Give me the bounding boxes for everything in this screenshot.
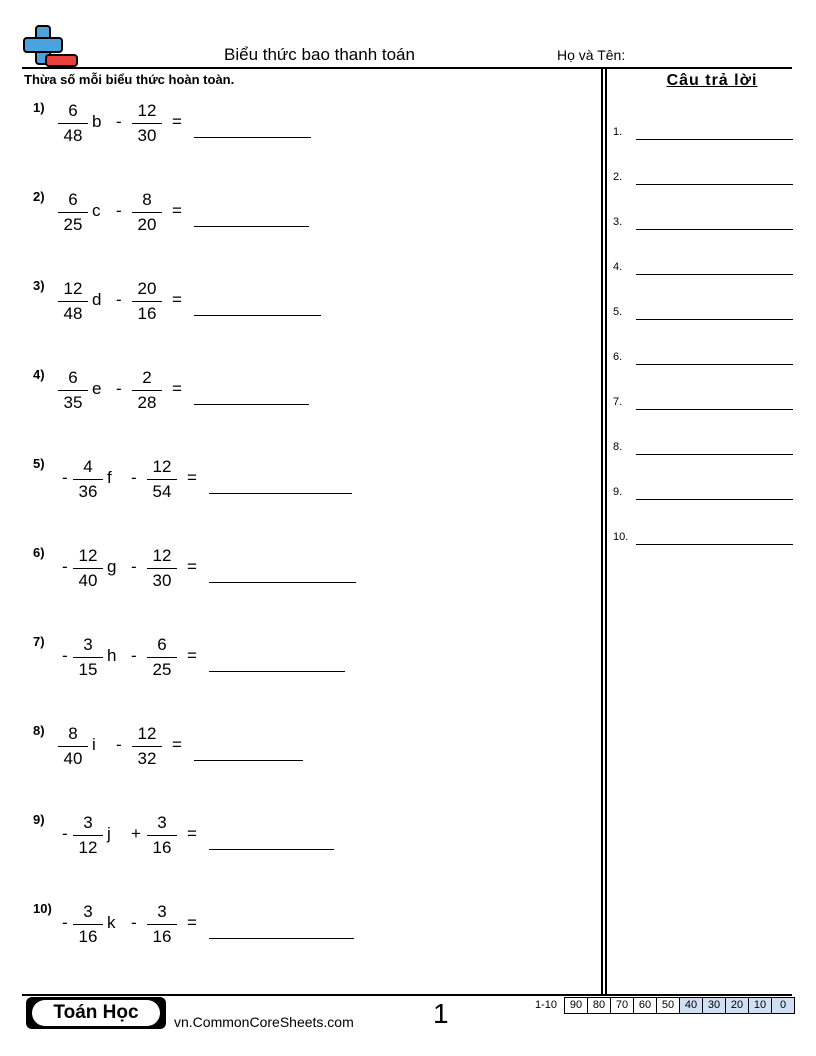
fraction (71, 634, 105, 681)
fraction-denominator: 48 (63, 304, 83, 323)
fraction (56, 723, 90, 770)
fraction-numerator: 12 (137, 724, 157, 743)
fraction-denominator: 48 (63, 126, 83, 145)
negative-sign: - (62, 557, 68, 576)
fraction-denominator: 20 (137, 215, 157, 234)
fraction-numerator: 12 (63, 279, 83, 298)
problem-item (24, 545, 584, 605)
variable: k (107, 913, 116, 932)
fraction-bar (132, 390, 162, 391)
fraction-denominator: 12 (78, 838, 98, 857)
variable: j (107, 824, 111, 843)
problem-number: 1) (33, 100, 45, 115)
answer-blank[interactable] (636, 274, 793, 275)
answer-blank[interactable] (209, 582, 356, 583)
fraction-denominator: 16 (152, 838, 172, 857)
negative-sign: - (62, 468, 68, 487)
problem-number: 10) (33, 901, 52, 916)
operator: - (116, 201, 122, 220)
problem-item (24, 189, 584, 249)
negative-sign: - (62, 913, 68, 932)
answers-title: Câu trả lời (666, 72, 758, 89)
page-number: 1 (433, 998, 449, 1029)
fraction-bar (58, 123, 88, 124)
answer-row (613, 255, 793, 275)
problem-number: 6) (33, 545, 45, 560)
answer-blank[interactable] (636, 409, 793, 410)
answer-blank[interactable] (636, 229, 793, 230)
problem-item (24, 634, 584, 694)
score-cell: 70 (610, 997, 634, 1014)
fraction-numerator: 3 (83, 813, 93, 832)
variable: h (107, 646, 117, 665)
problem-number: 9) (33, 812, 45, 827)
answer-row (613, 480, 793, 500)
negative-sign: - (62, 646, 68, 665)
fraction-denominator: 36 (78, 482, 98, 501)
answer-number: 7. (613, 396, 623, 408)
fraction-denominator: 25 (152, 660, 172, 679)
score-cell: 90 (564, 997, 588, 1014)
equals-sign: = (187, 913, 197, 932)
answer-row (613, 345, 793, 365)
problem-item (24, 901, 584, 961)
fraction-numerator: 6 (68, 101, 78, 120)
fraction (71, 456, 105, 503)
fraction-numerator: 12 (152, 457, 172, 476)
answer-blank[interactable] (209, 493, 352, 494)
answer-number: 10. (613, 531, 629, 543)
equals-sign: = (172, 112, 182, 131)
fraction-denominator: 30 (152, 571, 172, 590)
answer-number: 1. (613, 126, 623, 138)
fraction-bar (73, 657, 103, 658)
fraction (56, 100, 90, 147)
fraction-denominator: 54 (152, 482, 172, 501)
answer-blank[interactable] (194, 137, 311, 138)
variable: i (92, 735, 96, 754)
fraction (130, 723, 164, 770)
equals-sign: = (172, 201, 182, 220)
fraction (130, 278, 164, 325)
equals-sign: = (172, 290, 182, 309)
brand-badge (26, 997, 166, 1029)
answer-blank[interactable] (636, 544, 793, 545)
score-cell: 20 (725, 997, 749, 1014)
fraction-denominator: 16 (152, 927, 172, 946)
fraction-denominator: 30 (137, 126, 157, 145)
problem-item (24, 100, 584, 160)
plus-minus-logo-icon (22, 24, 80, 68)
header-rule (22, 67, 792, 69)
equals-sign: = (172, 379, 182, 398)
fraction-denominator: 32 (137, 749, 157, 768)
fraction-bar (73, 924, 103, 925)
score-cell: 30 (702, 997, 726, 1014)
fraction-numerator: 6 (68, 368, 78, 387)
answer-row (613, 165, 793, 185)
answer-number: 4. (613, 261, 623, 273)
fraction (130, 189, 164, 236)
operator: - (116, 290, 122, 309)
fraction-denominator: 25 (63, 215, 83, 234)
variable: g (107, 557, 117, 576)
instructions: Thừa số mỗi biểu thức hoàn toàn. (24, 72, 235, 87)
problem-number: 7) (33, 634, 45, 649)
problem-number: 4) (33, 367, 45, 382)
site-url: vn.CommonCoreSheets.com (174, 1014, 354, 1030)
score-cell: 60 (633, 997, 657, 1014)
fraction-numerator: 12 (78, 546, 98, 565)
variable: b (92, 112, 102, 131)
problem-number: 5) (33, 456, 45, 471)
score-cell: 40 (679, 997, 703, 1014)
answer-blank[interactable] (636, 139, 793, 140)
fraction-bar (58, 212, 88, 213)
fraction (71, 812, 105, 859)
fraction (56, 278, 90, 325)
answer-blank[interactable] (209, 849, 334, 850)
fraction-numerator: 8 (68, 724, 78, 743)
fraction (56, 367, 90, 414)
fraction-numerator: 3 (83, 635, 93, 654)
answer-blank[interactable] (194, 404, 309, 405)
answer-blank[interactable] (636, 319, 793, 320)
answer-number: 2. (613, 171, 623, 183)
answer-number: 8. (613, 441, 623, 453)
fraction-bar (147, 568, 177, 569)
equals-sign: = (187, 468, 197, 487)
brand-label: Toán Học (32, 1000, 160, 1026)
problem-item (24, 723, 584, 783)
fraction (145, 901, 179, 948)
footer-rule (22, 994, 792, 996)
answer-number: 6. (613, 351, 623, 363)
answer-row (613, 390, 793, 410)
column-divider-right (605, 68, 607, 995)
fraction-denominator: 40 (63, 749, 83, 768)
problem-number: 8) (33, 723, 45, 738)
fraction-numerator: 3 (83, 902, 93, 921)
fraction-denominator: 15 (78, 660, 98, 679)
score-cell: 80 (587, 997, 611, 1014)
score-range-label: 1-10 (535, 999, 558, 1011)
fraction (145, 545, 179, 592)
fraction-bar (132, 123, 162, 124)
fraction-numerator: 3 (157, 813, 167, 832)
fraction-bar (147, 479, 177, 480)
operator: - (131, 468, 137, 487)
operator: - (131, 646, 137, 665)
column-divider-left (601, 68, 603, 995)
answer-blank[interactable] (636, 454, 793, 455)
negative-sign: - (62, 824, 68, 843)
score-cell: 0 (771, 997, 795, 1014)
equals-sign: = (187, 824, 197, 843)
equals-sign: = (172, 735, 182, 754)
fraction (145, 456, 179, 503)
fraction (130, 367, 164, 414)
equals-sign: = (187, 557, 197, 576)
fraction-bar (58, 301, 88, 302)
worksheet-title: Biểu thức bao thanh toán (224, 45, 415, 64)
fraction-bar (73, 479, 103, 480)
name-label: Họ và Tên: (557, 47, 626, 63)
fraction-denominator: 16 (137, 304, 157, 323)
problem-number: 3) (33, 278, 45, 293)
operator: - (131, 557, 137, 576)
fraction-bar (73, 568, 103, 569)
answer-row (613, 210, 793, 230)
answer-blank[interactable] (636, 499, 793, 500)
answer-blank[interactable] (636, 184, 793, 185)
fraction-denominator: 28 (137, 393, 157, 412)
variable: c (92, 201, 101, 220)
answer-blank[interactable] (209, 938, 354, 939)
fraction (145, 634, 179, 681)
fraction-denominator: 35 (63, 393, 83, 412)
fraction (71, 545, 105, 592)
equals-sign: = (187, 646, 197, 665)
answer-number: 9. (613, 486, 623, 498)
problem-item (24, 278, 584, 338)
answer-blank[interactable] (194, 760, 303, 761)
fraction-bar (73, 835, 103, 836)
score-cell: 50 (656, 997, 680, 1014)
fraction-numerator: 4 (83, 457, 93, 476)
answer-blank[interactable] (194, 226, 309, 227)
fraction-numerator: 8 (142, 190, 152, 209)
operator: - (131, 913, 137, 932)
fraction (71, 901, 105, 948)
fraction (130, 100, 164, 147)
score-cell: 10 (748, 997, 772, 1014)
fraction-bar (147, 835, 177, 836)
answer-row (613, 435, 793, 455)
fraction-numerator: 12 (137, 101, 157, 120)
fraction (145, 812, 179, 859)
operator: - (116, 379, 122, 398)
problem-item (24, 367, 584, 427)
fraction-denominator: 40 (78, 571, 98, 590)
fraction-denominator: 16 (78, 927, 98, 946)
variable: e (92, 379, 102, 398)
answer-row (613, 120, 793, 140)
fraction-bar (147, 924, 177, 925)
operator: - (116, 735, 122, 754)
problem-item (24, 812, 584, 872)
problem-number: 2) (33, 189, 45, 204)
answer-number: 5. (613, 306, 623, 318)
answer-blank[interactable] (636, 364, 793, 365)
answer-blank[interactable] (194, 315, 321, 316)
answer-row (613, 300, 793, 320)
operator: + (131, 824, 141, 843)
variable: f (107, 468, 112, 487)
answer-blank[interactable] (209, 671, 345, 672)
fraction-bar (132, 746, 162, 747)
fraction-numerator: 3 (157, 902, 167, 921)
fraction-bar (132, 301, 162, 302)
answer-number: 3. (613, 216, 623, 228)
variable: d (92, 290, 102, 309)
fraction-bar (58, 746, 88, 747)
fraction-bar (58, 390, 88, 391)
fraction (56, 189, 90, 236)
fraction-numerator: 20 (137, 279, 157, 298)
problem-item (24, 456, 584, 516)
answer-row (613, 525, 793, 545)
fraction-numerator: 6 (68, 190, 78, 209)
fraction-numerator: 12 (152, 546, 172, 565)
fraction-numerator: 2 (142, 368, 152, 387)
fraction-bar (132, 212, 162, 213)
fraction-numerator: 6 (157, 635, 167, 654)
fraction-bar (147, 657, 177, 658)
operator: - (116, 112, 122, 131)
